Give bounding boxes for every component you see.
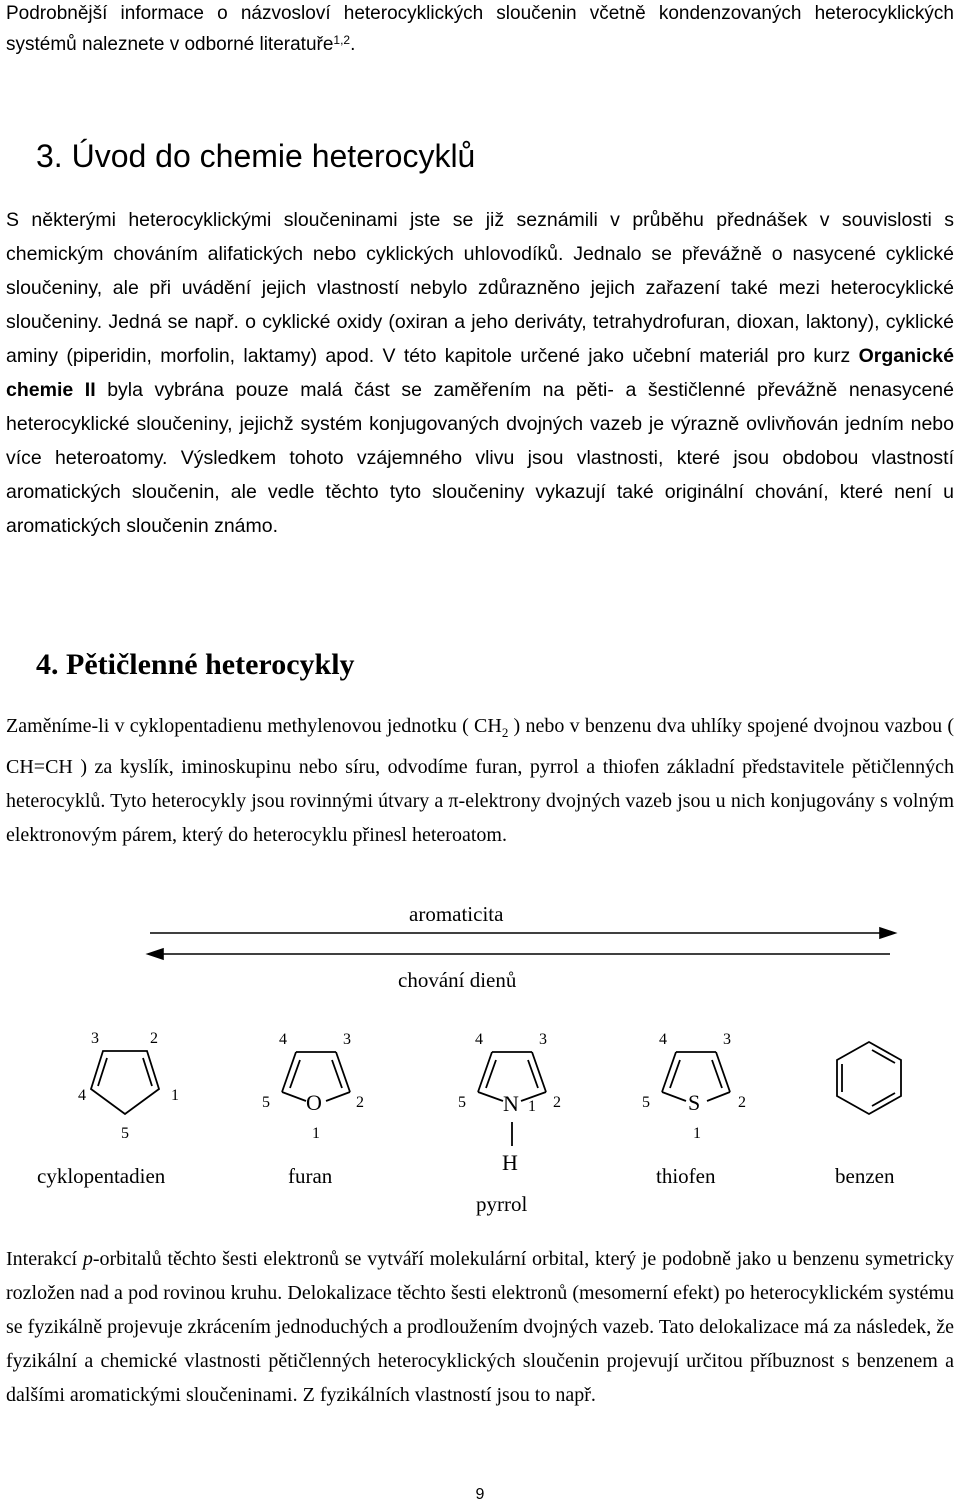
closing-paragraph: [6, 1242, 954, 1412]
intro-paragraph: [6, 0, 954, 60]
name-thiofen: thiofen: [656, 1164, 716, 1188]
furan-atom-1: 1: [312, 1125, 320, 1142]
thiofen-atom-2: 2: [738, 1094, 746, 1111]
course-name: Organické chemie II: [6, 345, 954, 401]
name-benzen: benzen: [835, 1164, 895, 1188]
pyrrol-atom-H: H: [502, 1150, 518, 1175]
name-pyrrol: pyrrol: [476, 1192, 528, 1216]
closing-text-a: Interakcí: [6, 1248, 83, 1270]
intro-refs: 1,2: [333, 33, 351, 47]
arrow-right: [150, 928, 895, 938]
furan-atom-2: 2: [356, 1094, 364, 1111]
section-3-text-a: S některými heterocyklickými sloučeninami jste se již seznámili v průběhu přednášek v souvislosti s chemickým chováním alifatických nebo cyklických uhlovodíků. Jednalo se převážně o nasycené cyklické sloučeniny, ale při uvádění jejich vlastností nebylo zdůrazněno jejich zařazení také mezi heterocyklické sloučeniny. Jedná se např. o cyklické oxidy (oxiran a jeho deriváty, tetrahydrofuran, dioxan, laktony), cyklické aminy (piperidin, morfolin, laktamy) apod.: [6, 209, 954, 367]
section-4-paragraph: [6, 709, 954, 852]
pyrrol-atom-5: 5: [458, 1094, 466, 1111]
closing-text-b: -orbitalů těchto šesti elektronů se vytváří molekulární orbital, který je podobně jako u benzenu symetricky rozložen nad a pod rovinou kruhu. Delokalizace těchto šesti elektronů (mesomerní efekt) po heterocyklickém systému se fyzikálně projevuje zkrácením jednoduchých a prodloužením dvojných vazeb. Tato delokalizace má za následek, že fyzikální a chemické vlastnosti pětičlenných heterocyklických sloučenin projevují určitou příbuznost s benzenem a dalšími aromatickými sloučeninami. Z fyzikálních vlastností jsou to např.: [6, 1248, 954, 1406]
section-3-text-b: V této kapitole určené jako učební materiál pro kurz: [374, 345, 859, 367]
section-3-text-c: byla vybrána pouze malá část se zaměřením na pěti- a šestičlenné převážně nenasycené heterocyklické sloučeniny, jejichž systém konjugovaných dvojných vazeb je výrazně ovlivňován jedním nebo více heteroatomy. Výsledkem tohoto vzájemného vlivu jsou vlastnosti, které jsou obdobou vlastností aromatických sloučenin, ale vedle těchto tyto sloučeniny vykazují také originální chování, které není u aromatických sloučenin známo.: [6, 379, 954, 537]
closing-italic: p: [82, 1248, 93, 1270]
cpd-atom-1: 1: [171, 1087, 179, 1104]
section-4-heading: 4. Pětičlenné heterocykly: [36, 648, 355, 681]
arrow-bottom-label: chování dienů: [398, 968, 517, 992]
intro-text: Podrobnější informace o názvosloví heterocyklických sloučenin včetně kondenzovaných heterocyklických systémů naleznete v odborné literatuře: [6, 3, 954, 55]
cpd-atom-3: 3: [91, 1030, 99, 1047]
pyrrol-atom-2: 2: [553, 1094, 561, 1111]
molecule-benzen: [837, 1042, 901, 1114]
name-furan: furan: [288, 1164, 333, 1188]
cpd-atom-2: 2: [150, 1030, 158, 1047]
thiofen-atom-4: 4: [659, 1031, 667, 1048]
intro-end: .: [350, 34, 356, 55]
pyrrol-atom-3: 3: [539, 1031, 547, 1048]
furan-atom-3: 3: [343, 1031, 351, 1048]
arrow-top-label: aromaticita: [409, 902, 504, 926]
molecule-cyklopentadien: [91, 1051, 159, 1114]
furan-atom-4: 4: [279, 1031, 287, 1048]
thiofen-atom-S: S: [688, 1090, 701, 1115]
name-cyklopentadien: cyklopentadien: [37, 1164, 166, 1188]
cpd-atom-5: 5: [121, 1125, 129, 1142]
section-4-sub: 2: [501, 725, 509, 740]
figure-svg: [0, 890, 960, 1230]
section-4-text-b: ) nebo v benzenu dva uhlíky spojené dvojnou vazbou ( CH=CH ) za kyslík, iminoskupinu nebo síru, odvodíme furan, pyrrol a thiofen základní představitele pětičlenných heterocyklů. Tyto heterocykly jsou rovinnými útvary a π-elektrony dvojných vazeb jsou u nich konjugovány s volným elektronovým párem, který do heterocyklu přinesl heteroatom.: [6, 715, 954, 846]
pyrrol-atom-4: 4: [475, 1031, 483, 1048]
section-4-text-a: Zaměníme-li v cyklopentadienu methylenovou jednotku ( CH: [6, 715, 502, 737]
pyrrol-atom-1: 1: [528, 1098, 536, 1115]
cpd-atom-4: 4: [78, 1087, 86, 1104]
page-number: 9: [475, 1486, 485, 1503]
furan-atom-O: O: [306, 1090, 322, 1115]
thiofen-atom-5: 5: [642, 1094, 650, 1111]
section-3-paragraph: [6, 203, 954, 543]
arrow-left: [148, 949, 890, 959]
thiofen-atom-1: 1: [693, 1125, 701, 1142]
thiofen-atom-3: 3: [723, 1031, 731, 1048]
pyrrol-atom-N: N: [503, 1091, 519, 1116]
section-3-heading: 3. Úvod do chemie heterocyklů: [36, 138, 476, 174]
figure: [0, 890, 960, 1230]
furan-atom-5: 5: [262, 1094, 270, 1111]
